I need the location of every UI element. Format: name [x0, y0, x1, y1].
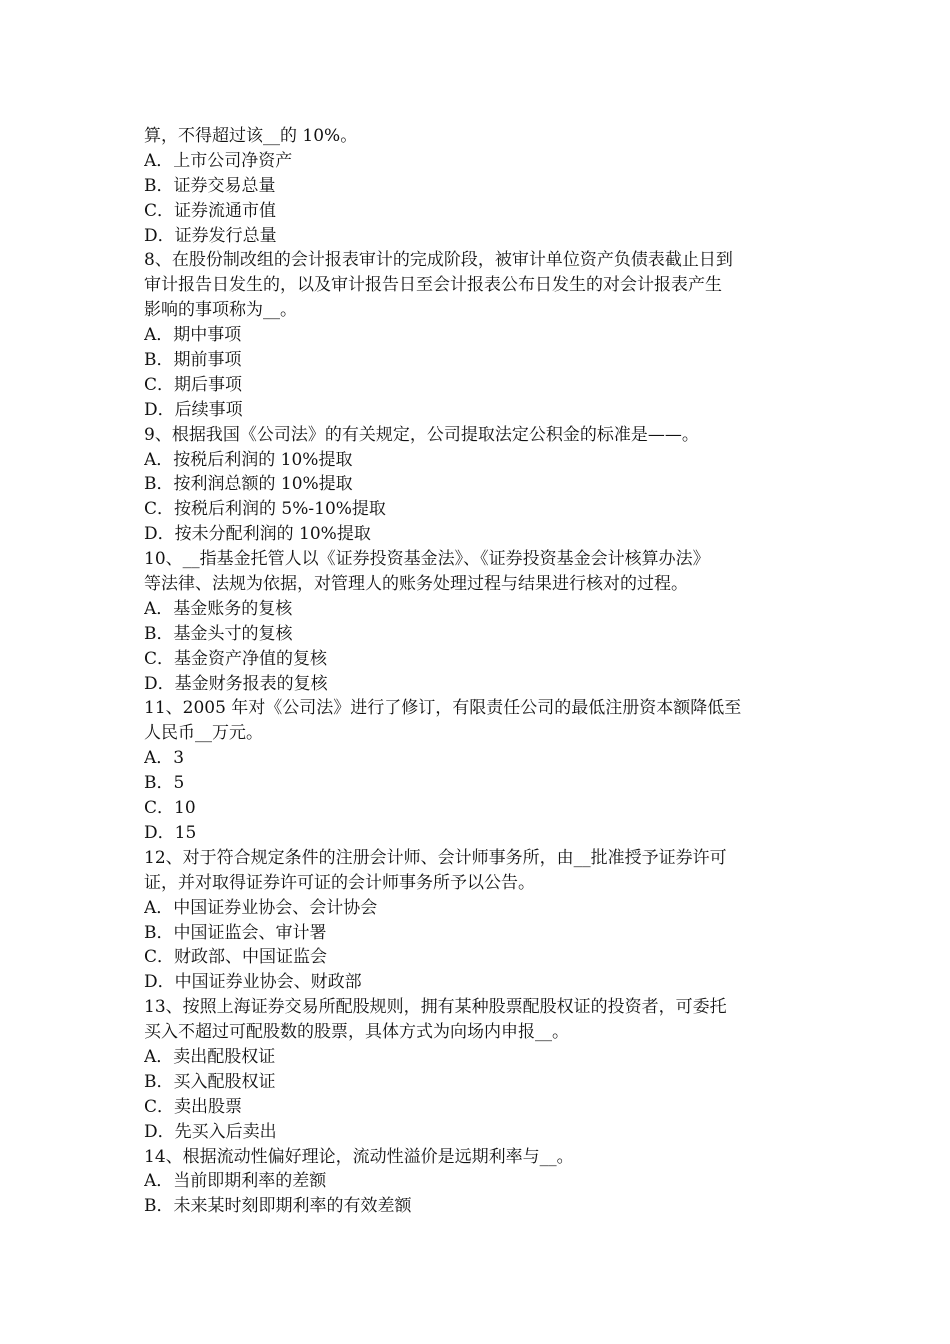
option-line: C．按税后利润的 5%-10%提取	[144, 499, 386, 520]
option-line: B．基金头寸的复核	[144, 623, 293, 644]
option-line: A．上市公司净资产	[144, 150, 293, 171]
option-line: C．财政部、中国证监会	[144, 947, 328, 968]
option-line: C．基金资产净值的复核	[144, 648, 328, 669]
question-line: 影响的事项称为__。	[144, 300, 297, 321]
option-line: D．按未分配利润的 10%提取	[144, 524, 371, 545]
option-line: C．卖出股票	[144, 1096, 243, 1117]
option-line: B．期前事项	[144, 350, 242, 371]
option-line: B．未来某时刻即期利率的有效差额	[144, 1196, 412, 1217]
question-line: 13、按照上海证券交易所配股规则，拥有某种股票配股权证的投资者，可委托	[144, 997, 727, 1018]
option-line: A．3	[144, 748, 185, 769]
question-line: 11、2005 年对《公司法》进行了修订，有限责任公司的最低注册资本额降低至	[144, 698, 742, 719]
option-line: C．期后事项	[144, 374, 243, 395]
option-line: B．证券交易总量	[144, 175, 276, 196]
option-line: B．买入配股权证	[144, 1071, 276, 1092]
option-line: B．按利润总额的 10%提取	[144, 474, 353, 495]
option-line: B．5	[144, 773, 185, 794]
option-line: A．基金账务的复核	[144, 598, 293, 619]
option-line: A．按税后利润的 10%提取	[144, 449, 353, 470]
question-line: 买入不超过可配股数的股票，具体方式为向场内申报__。	[144, 1022, 569, 1043]
option-line: A．当前即期利率的差额	[144, 1171, 327, 1192]
question-line: 审计报告日发生的，以及审计报告日至会计报表公布日发生的对会计报表产生	[144, 275, 722, 296]
option-line: D．基金财务报表的复核	[144, 673, 328, 694]
question-line: 12、对于符合规定条件的注册会计师、会计师事务所，由__批准授予证券许可	[144, 847, 727, 868]
option-line: D．后续事项	[144, 399, 243, 420]
question-line: 14、根据流动性偏好理论，流动性溢价是远期利率与__。	[144, 1146, 574, 1167]
option-line: C．10	[144, 798, 196, 819]
option-line: A．期中事项	[144, 325, 242, 346]
question-line: 证，并对取得证券许可证的会计师事务所予以公告。	[144, 872, 535, 893]
option-line: D．先买入后卖出	[144, 1121, 277, 1142]
option-line: B．中国证监会、审计署	[144, 922, 327, 943]
question-line: 8、在股份制改组的会计报表审计的完成阶段，被审计单位资产负债表截止日到	[144, 250, 733, 271]
option-line: A．中国证券业协会、会计协会	[144, 897, 378, 918]
option-line: C．证券流通市值	[144, 200, 277, 221]
option-line: D．15	[144, 822, 197, 843]
option-line: D．证券发行总量	[144, 225, 277, 246]
question-line: 人民币__万元。	[144, 723, 263, 744]
option-line: A．卖出配股权证	[144, 1046, 276, 1067]
question-line: 等法律、法规为依据，对管理人的账务处理过程与结果进行核对的过程。	[144, 574, 688, 595]
question-line: 9、根据我国《公司法》的有关规定，公司提取法定公积金的标准是——。	[144, 424, 699, 445]
document-page	[144, 124, 810, 1219]
option-line: D．中国证券业协会、财政部	[144, 972, 362, 993]
text-line: 算，不得超过该__的 10%。	[144, 126, 358, 146]
question-line: 10、__指基金托管人以《证券投资基金法》、《证券投资基金会计核算办法》	[144, 549, 710, 570]
